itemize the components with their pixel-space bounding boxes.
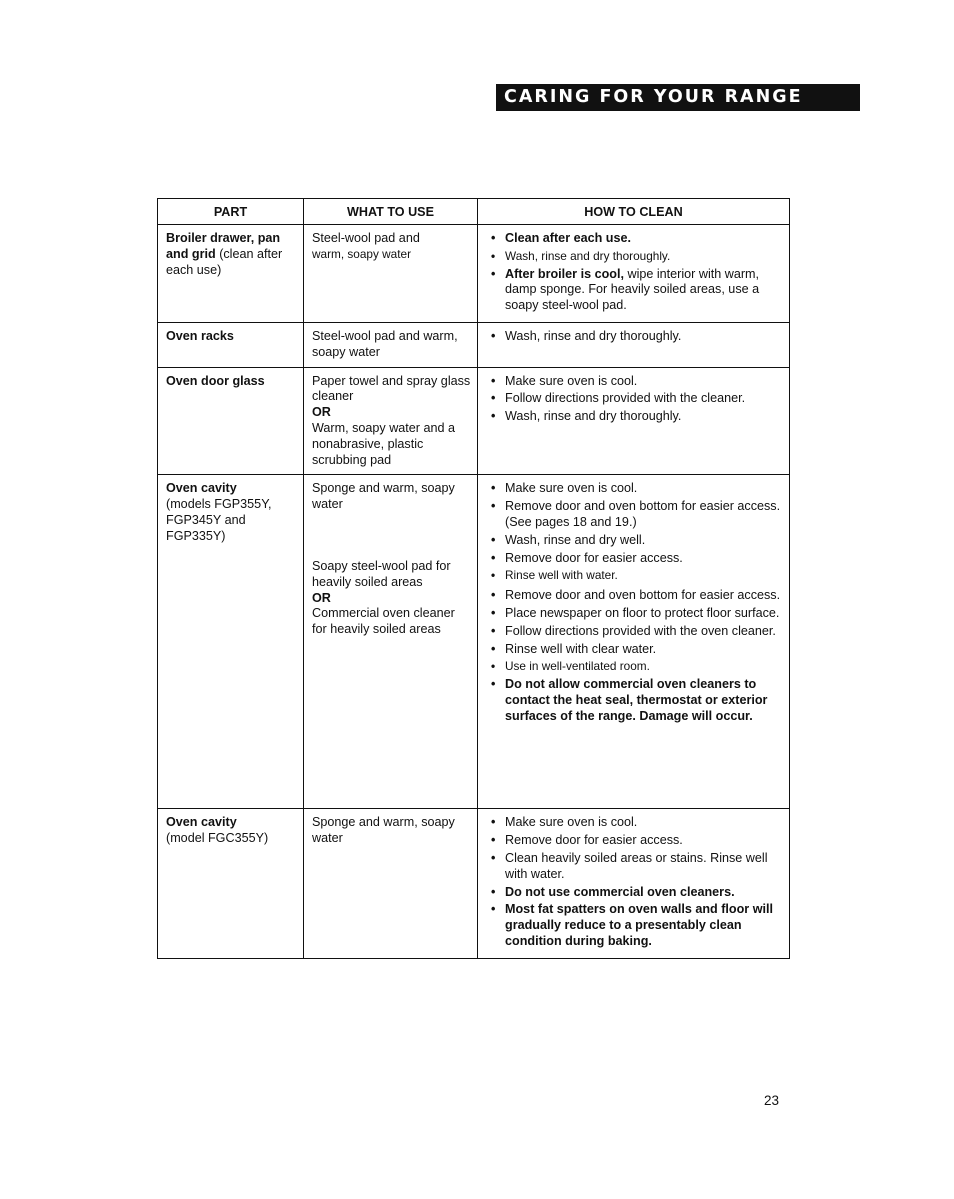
use-text: Paper towel and spray glass cleaner xyxy=(312,373,471,404)
how-to-clean-cell xyxy=(478,809,790,958)
part-cell xyxy=(158,322,304,367)
table-row xyxy=(158,225,790,323)
use-text: Steel-wool pad and warm, soapy water xyxy=(312,328,458,359)
part-note: (model FGC355Y) xyxy=(166,831,269,846)
use-text: Sponge and warm, soapy water xyxy=(312,481,455,512)
list-item: • Make sure oven is cool. xyxy=(486,815,783,831)
use-text: Steel-wool pad and xyxy=(312,231,420,245)
what-to-use-cell xyxy=(304,809,478,958)
or-separator: OR xyxy=(312,590,331,605)
part-cell xyxy=(158,225,304,323)
how-to-clean-cell xyxy=(478,322,790,367)
column-header-part: PART xyxy=(158,199,304,225)
list-item: • Wash, rinse and dry thoroughly. xyxy=(486,329,783,345)
cleaning-table xyxy=(157,198,790,959)
what-to-use-cell xyxy=(304,322,478,367)
part-cell xyxy=(158,809,304,958)
what-to-use-cell xyxy=(304,367,478,475)
how-to-clean-cell xyxy=(478,475,790,809)
steps-list xyxy=(486,374,783,425)
column-header-how-to-clean: HOW TO CLEAN xyxy=(478,199,790,225)
step-text: wipe interior with warm, damp sponge. For heavily soiled areas, use a soapy steel-wool pad. xyxy=(505,266,760,313)
part-note: (clean after each use) xyxy=(166,246,283,277)
how-to-clean-cell xyxy=(478,225,790,323)
list-item: • Do not allow commercial oven cleaners to contact the heat seal, thermostat or exterior surfaces of the range. Damage will occur. xyxy=(486,677,783,724)
list-item: • Wash, rinse and dry thoroughly. xyxy=(486,249,783,265)
list-item: • Rinse well with clear water. xyxy=(486,642,783,658)
table-row xyxy=(158,809,790,958)
step-lead: After broiler is cool, xyxy=(505,266,624,281)
list-item: • Clean after each use. xyxy=(486,231,783,247)
page-number: 23 xyxy=(764,1093,780,1108)
list-item: • Make sure oven is cool. xyxy=(486,374,783,390)
list-item: • Make sure oven is cool. xyxy=(486,481,783,497)
part-cell xyxy=(158,475,304,809)
what-to-use-cell xyxy=(304,225,478,323)
list-item: • Use in well-ventilated room. xyxy=(486,659,783,675)
list-item: • Clean heavily soiled areas or stains. Rinse well with water. xyxy=(486,851,783,883)
steps-list xyxy=(486,815,783,949)
use-text: Soapy steel-wool pad for heavily soiled areas xyxy=(312,558,451,589)
list-item: • Remove door and oven bottom for easier access. (See pages 18 and 19.) xyxy=(486,499,783,531)
steps-list xyxy=(486,329,783,345)
table-header-row xyxy=(158,199,790,225)
steps-list xyxy=(486,481,783,548)
table-row xyxy=(158,367,790,475)
section-title-banner: CARING FOR YOUR RANGE xyxy=(496,84,860,111)
list-item: • Remove door and oven bottom for easier access. xyxy=(486,588,783,604)
list-item: • Wash, rinse and dry well. xyxy=(486,533,783,549)
use-text: Warm, soapy water and a nonabrasive, plastic scrubbing pad xyxy=(312,420,456,467)
or-separator: OR xyxy=(312,405,331,420)
list-item xyxy=(486,267,783,314)
list-item: • Follow directions provided with the cleaner. xyxy=(486,391,783,407)
steps-list xyxy=(486,231,783,314)
what-to-use-cell xyxy=(304,475,478,809)
list-item: • Rinse well with water. xyxy=(486,568,783,584)
table-row xyxy=(158,475,790,809)
steps-list xyxy=(486,551,783,585)
column-header-what-to-use: WHAT TO USE xyxy=(304,199,478,225)
part-title: Oven cavity xyxy=(166,481,237,496)
table-row xyxy=(158,322,790,367)
list-item: • Place newspaper on floor to protect floor surface. xyxy=(486,606,783,622)
use-text: warm, soapy water xyxy=(312,246,411,261)
how-to-clean-cell xyxy=(478,367,790,475)
part-title: Broiler drawer, pan and grid xyxy=(166,231,281,261)
list-item: • Remove door for easier access. xyxy=(486,551,783,567)
list-item: • Remove door for easier access. xyxy=(486,833,783,849)
use-text: Commercial oven cleaner for heavily soiled areas xyxy=(312,606,455,637)
list-item: • Follow directions provided with the oven cleaner. xyxy=(486,624,783,640)
part-title: Oven door glass xyxy=(166,373,265,388)
list-item: • Do not use commercial oven cleaners. xyxy=(486,885,783,901)
list-item: • Wash, rinse and dry thoroughly. xyxy=(486,409,783,425)
part-cell xyxy=(158,367,304,475)
part-title: Oven cavity xyxy=(166,815,237,830)
use-text: Sponge and warm, soapy water xyxy=(312,815,455,846)
part-title: Oven racks xyxy=(166,328,234,343)
list-item: • Most fat spatters on oven walls and floor will gradually reduce to a presentably clean condition during baking. xyxy=(486,902,783,949)
steps-list xyxy=(486,588,783,724)
part-note: (models FGP355Y, FGP345Y and FGP335Y) xyxy=(166,497,272,543)
